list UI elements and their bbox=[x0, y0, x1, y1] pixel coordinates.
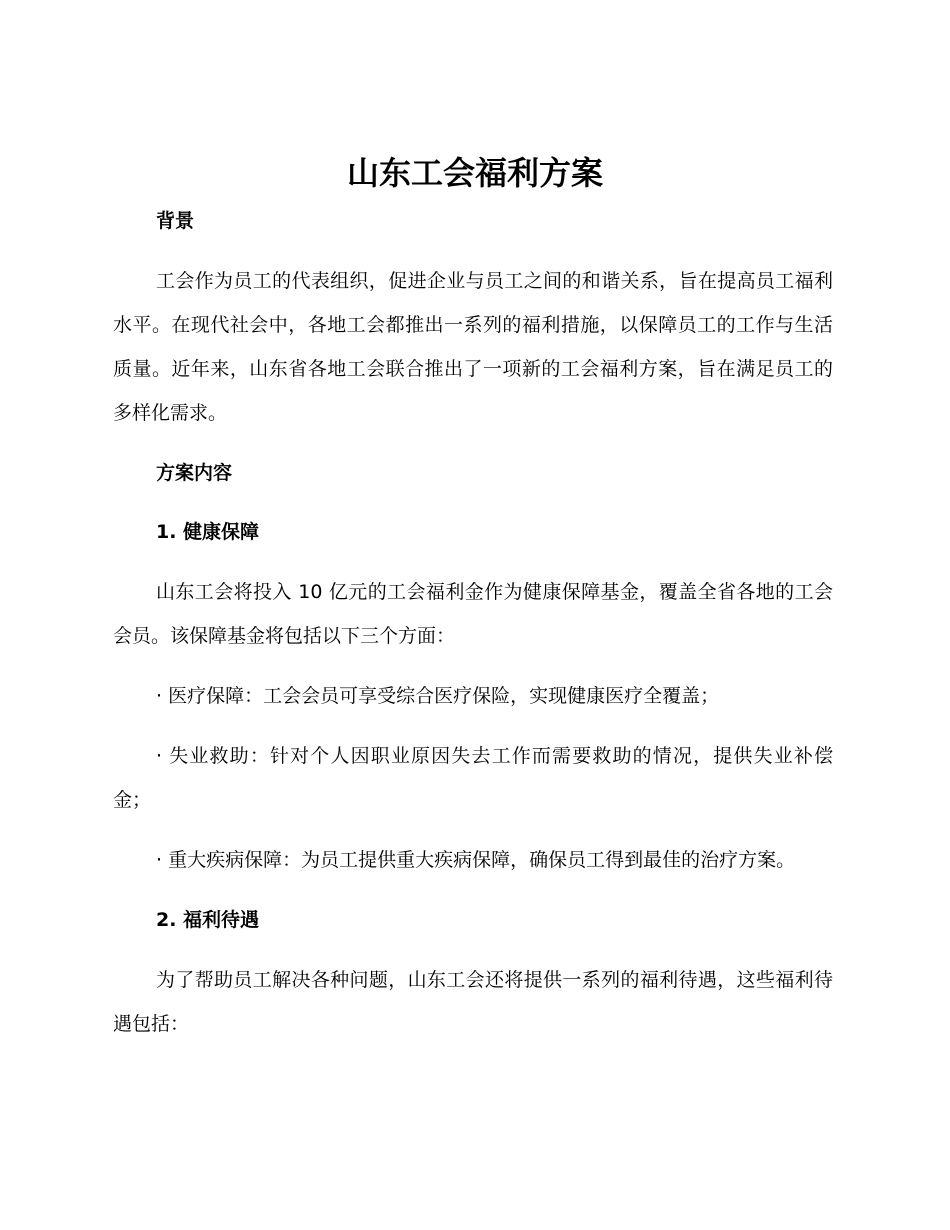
paragraph-health: 山东工会将投入 10 亿元的工会福利金作为健康保障基金，覆盖全省各地的工会会员。该保障基金将包括以下三个方面： bbox=[113, 581, 833, 647]
list-item-unemployment: · 失业救助：针对个人因职业原因失去工作而需要救助的情况，提供失业补偿金； bbox=[113, 745, 833, 811]
section-heading-welfare: 2. 福利待遇 bbox=[156, 909, 260, 931]
section-heading-health: 1. 健康保障 bbox=[156, 521, 260, 543]
list-item-medical: · 医疗保障：工会会员可享受综合医疗保险，实现健康医疗全覆盖； bbox=[156, 685, 720, 707]
document-body bbox=[113, 199, 833, 1046]
section-heading-plan: 方案内容 bbox=[156, 462, 233, 484]
paragraph-background: 工会作为员工的代表组织，促进企业与员工之间的和谐关系，旨在提高员工福利水平。在现代社会中，各地工会都推出一系列的福利措施，以保障员工的工作与生活质量。近年来，山东省各地工会联合推出了一项新的工会福利方案，旨在满足员工的多样化需求。 bbox=[113, 270, 833, 424]
paragraph-welfare: 为了帮助员工解决各种问题，山东工会还将提供一系列的福利待遇，这些福利待遇包括： bbox=[113, 969, 833, 1035]
section-heading-background: 背景 bbox=[156, 210, 195, 232]
page-title: 山东工会福利方案 bbox=[346, 154, 603, 192]
list-item-illness: · 重大疾病保障：为员工提供重大疾病保障，确保员工得到最佳的治疗方案。 bbox=[156, 849, 796, 871]
